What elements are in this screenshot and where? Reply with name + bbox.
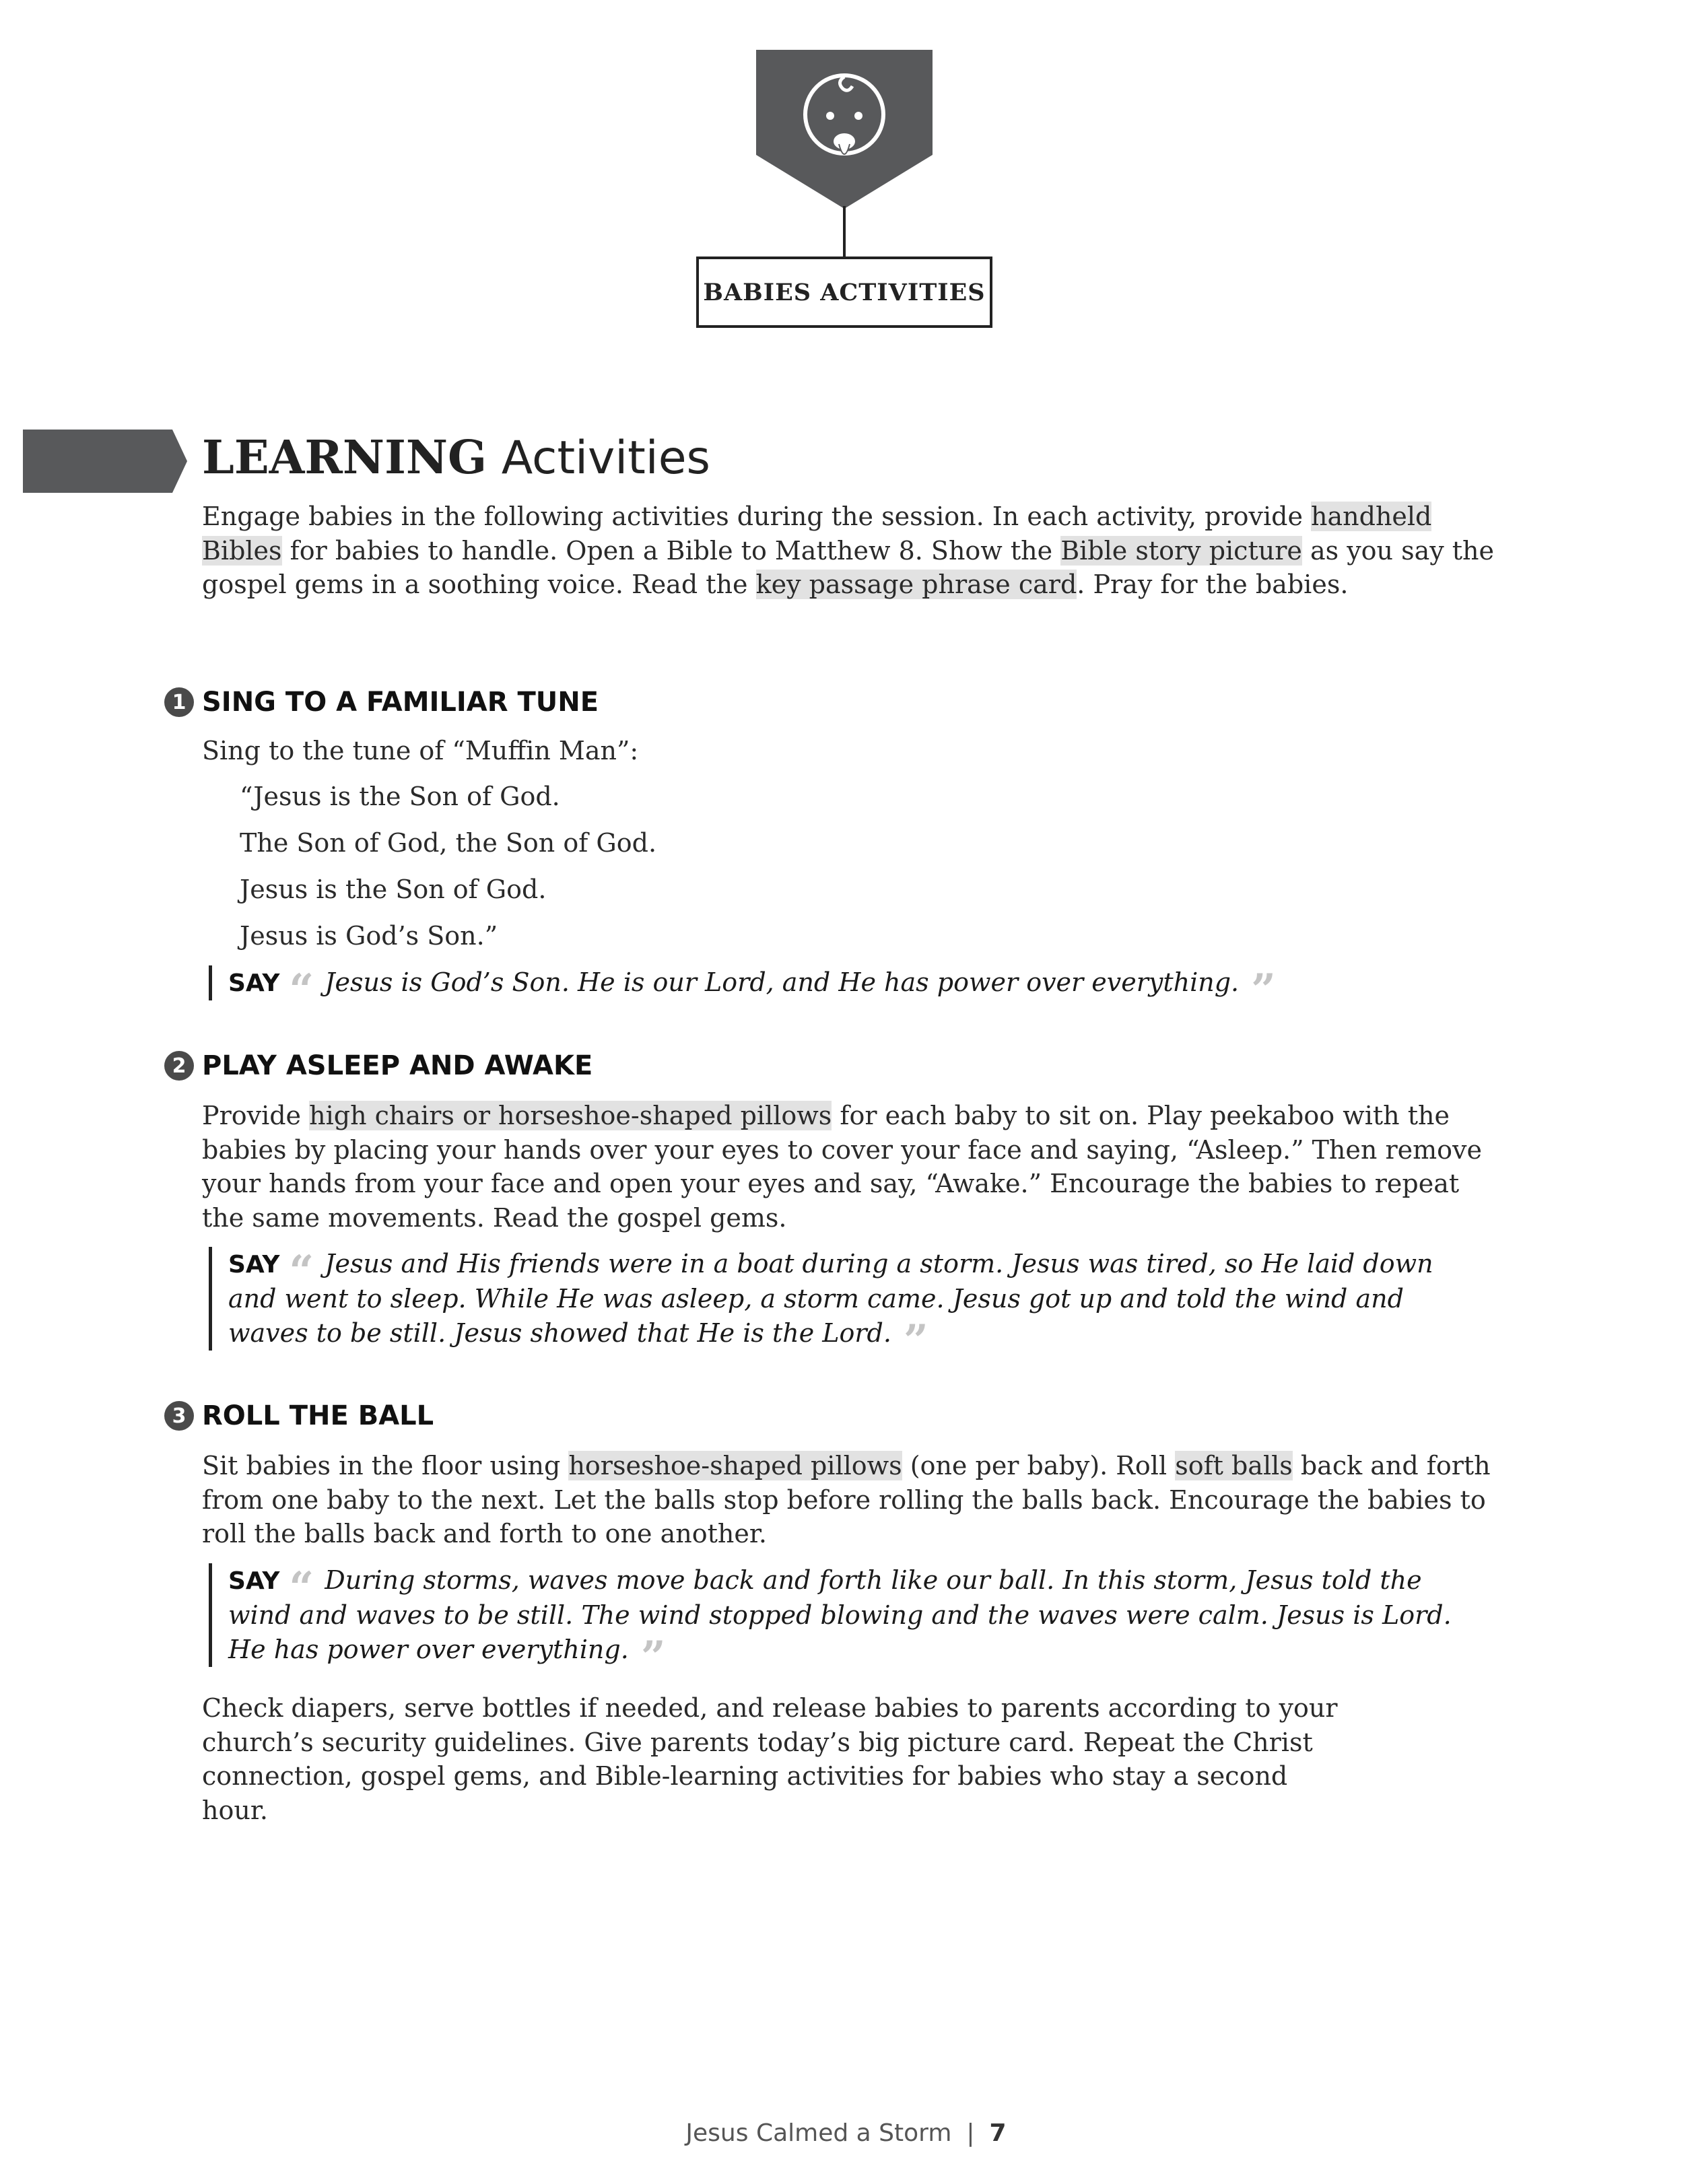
highlight-horseshoe-pillows: horseshoe-shaped pillows xyxy=(568,1451,902,1480)
highlight-key-passage-card: key passage phrase card xyxy=(755,570,1077,599)
section-title-bold: LEARNING xyxy=(202,431,487,485)
step-number-1: 1 xyxy=(164,687,194,717)
babies-activities-label: BABIES ACTIVITIES xyxy=(696,257,992,328)
closing-paragraph: Check diapers, serve bottles if needed, and release babies to parents according to your church’s security guidelines. Give parents today’s big picture card. Repeat the Christ connection, gospel gems, and Bible-learning activities for babies who stay a second hour. xyxy=(202,1693,1338,1825)
lyric-line-3: Jesus is the Son of God. xyxy=(240,875,547,904)
open-quote-icon: “ xyxy=(289,965,314,1015)
step-number-2: 2 xyxy=(164,1051,194,1081)
page-number: 7 xyxy=(989,2119,1007,2147)
badge-connector xyxy=(843,206,846,257)
baby-face-icon xyxy=(756,50,933,209)
close-quote-icon: ” xyxy=(640,1632,666,1682)
section-banner xyxy=(23,430,187,493)
activity-2-heading xyxy=(164,1050,593,1081)
highlight-bible-story-picture: Bible story picture xyxy=(1060,535,1302,566)
section-title xyxy=(202,431,710,485)
activity-3-title: ROLL THE BALL xyxy=(202,1400,434,1431)
open-quote-icon: “ xyxy=(289,1246,314,1297)
activity-1-intro: Sing to the tune of “Muffin Man”: xyxy=(202,736,639,765)
page-footer xyxy=(0,2119,1692,2147)
say-block-3: SAY “ During storms, waves move back and forth like our ball. In this storm, Jesus told the wind and waves to be still. The wind stopped blowing and the waves were calm. Jesus is Lord. He has power over everything. ” xyxy=(209,1563,1488,1667)
step-number-3: 3 xyxy=(164,1401,194,1431)
open-quote-icon: “ xyxy=(289,1563,314,1613)
footer-separator: | xyxy=(966,2119,975,2147)
activity-3-text: Sit babies in the floor using horseshoe-shaped pillows (one per baby). Roll soft balls back and forth from one baby to the next. Let the balls stop before rolling the balls back. Encourage the babies to roll the balls back and forth to one another. xyxy=(202,1451,1491,1548)
say-block-2: SAY “ Jesus and His friends were in a boat during a storm. Jesus was tired, so He laid down and went to sleep. While He was asleep, a storm came. Jesus got up and told the wind and waves to be still. Jesus showed that He is the Lord. ” xyxy=(209,1247,1488,1351)
lyric-line-2: The Son of God, the Son of God. xyxy=(240,828,657,858)
say-label: SAY xyxy=(228,969,280,997)
close-quote-icon: ” xyxy=(903,1316,928,1366)
intro-paragraph: Engage babies in the following activities during the session. In each activity, provide handheld Bibles for babies to handle. Open a Bible to Matthew 8. Show the Bible story picture as you say the gospel gems in a soothing voice. Read the key passage phrase card. Pray for the babies. xyxy=(202,502,1495,599)
activity-2-title: PLAY ASLEEP AND AWAKE xyxy=(202,1050,593,1081)
activity-1-heading xyxy=(164,687,599,718)
footer-title: Jesus Calmed a Storm xyxy=(685,2119,952,2147)
highlight-handheld-bibles: handheld Bibles xyxy=(202,502,1432,566)
say-block-1: SAY “ Jesus is God’s Son. He is our Lord, and He has power over everything. ” xyxy=(209,965,1488,1000)
lyric-line-4: Jesus is God’s Son.” xyxy=(240,921,498,951)
lyric-line-1: “Jesus is the Son of God. xyxy=(240,782,560,811)
highlight-high-chairs: high chairs or horseshoe-shaped pillows xyxy=(309,1101,832,1130)
section-title-light: Activities xyxy=(501,432,710,485)
activity-3-heading xyxy=(164,1400,434,1431)
activity-1-title: SING TO A FAMILIAR TUNE xyxy=(202,687,599,718)
say-label: SAY xyxy=(228,1567,280,1595)
highlight-soft-balls: soft balls xyxy=(1175,1451,1293,1480)
activity-2-text: Provide high chairs or horseshoe-shaped pillows for each baby to sit on. Play peekaboo with the babies by placing your hands over your eyes to cover your face and saying, “Asleep.” Then remove your hands from your face and open your eyes and say, “Awake.” Encourage the babies to repeat the same movements. Read the gospel gems. xyxy=(202,1101,1482,1233)
say-label: SAY xyxy=(228,1251,280,1278)
close-quote-icon: ” xyxy=(1251,965,1276,1015)
